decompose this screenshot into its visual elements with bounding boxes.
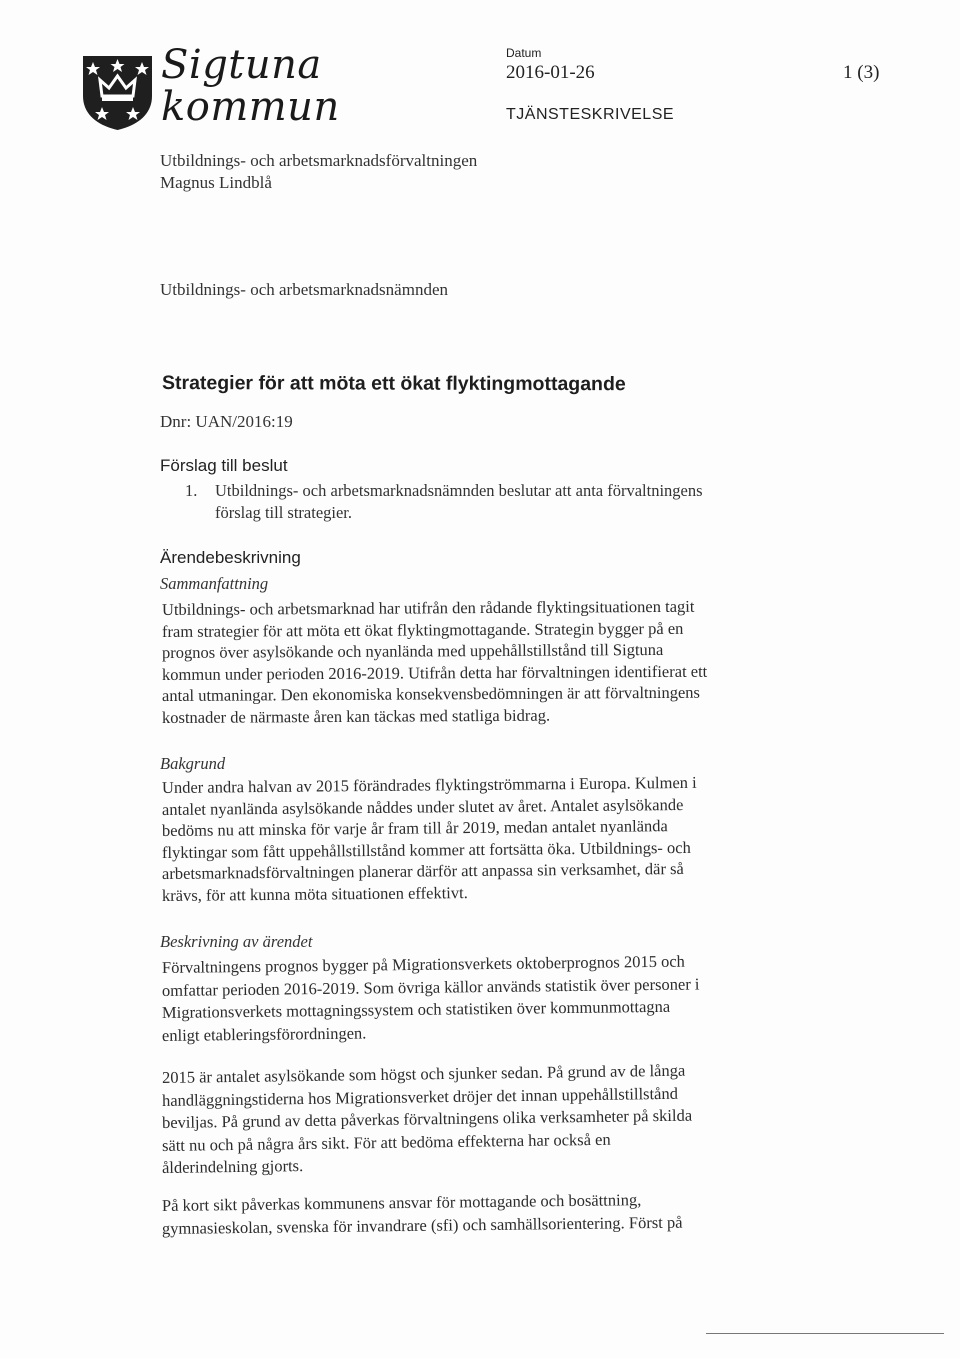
document-title: Strategier för att möta ett ökat flyktingmottagande bbox=[161, 372, 626, 396]
date-value: 2016-01-26 bbox=[506, 62, 595, 83]
paragraph-line: På kort sikt påverkas kommunens ansvar för mottagande och bosättning, bbox=[161, 1190, 642, 1215]
paragraph-line: omfattar perioden 2016-2019. Som övriga källor används statistik över personer i bbox=[161, 973, 700, 1000]
document-type: TJÄNSTESKRIVELSE bbox=[506, 106, 675, 123]
wordmark-line-1: Sigtuna bbox=[161, 42, 322, 88]
decision-text bbox=[215, 480, 805, 524]
footer-rule bbox=[706, 1333, 944, 1334]
paragraph-line: gymnasieskolan, svenska för invandrare (sfi) och samhällsorientering. Först på bbox=[161, 1212, 683, 1238]
paragraph-line: fram strategier för att möta ett ökat flyktingmottagande. Strategin bygger på en bbox=[161, 618, 684, 641]
decision-item bbox=[185, 480, 805, 524]
paragraph-line: krävs, för att kunna möta situationen effektivt. bbox=[161, 882, 468, 905]
wordmark-line-2: kommun bbox=[161, 84, 340, 130]
paragraph-line: 2015 är antalet asylsökande som högst och sjunker sedan. På grund av de långa bbox=[161, 1060, 686, 1087]
decision-text-line: Utbildnings- och arbetsmarknadsnämnden beslutar att anta förvaltningens bbox=[215, 481, 703, 500]
sender-department: Utbildnings- och arbetsmarknadsförvaltningen bbox=[160, 151, 478, 170]
sender-name: Magnus Lindblå bbox=[160, 173, 272, 192]
paragraph-line: beviljas. På grund av detta påverkas förvaltningens olika verksamheter på skilda bbox=[161, 1105, 693, 1132]
decision-number: 1. bbox=[185, 481, 198, 500]
page-number: 1 (3) bbox=[843, 62, 880, 83]
municipality-wordmark bbox=[161, 44, 340, 128]
paragraph-line: ålderindelning gjorts. bbox=[161, 1156, 304, 1177]
paragraph-line: antalet nyanlända asylsökande nåddes under slutet av året. Antalet asylsökande bbox=[161, 794, 684, 819]
paragraph-line: Under andra halvan av 2015 förändrades flyktingströmmarna i Europa. Kulmen i bbox=[161, 772, 697, 797]
summary-heading: Sammanfattning bbox=[160, 574, 269, 593]
background-paragraph bbox=[161, 772, 802, 907]
paragraph-line: kostnader de närmaste åren kan täckas med statliga bidrag. bbox=[161, 705, 551, 727]
paragraph-line: handläggningstiderna hos Migrationsverket dröjer det innan uppehållstillstånd bbox=[161, 1083, 679, 1110]
paragraph-line: antal utmaningar. Den ekonomiska konsekvensbedömningen är att förvaltningens bbox=[161, 682, 700, 705]
details-paragraph bbox=[161, 1060, 802, 1181]
date-label: Datum bbox=[506, 46, 542, 60]
details-paragraph bbox=[161, 1190, 802, 1242]
sigtuna-crest-logo bbox=[80, 52, 155, 132]
paragraph-line: kommun under perioden 2016-2019. Utifrån detta har förvaltningen identifierat ett bbox=[161, 661, 708, 684]
reference-number: Dnr: UAN/2016:19 bbox=[160, 412, 293, 431]
case-description-heading: Ärendebeskrivning bbox=[160, 548, 301, 567]
background-heading: Bakgrund bbox=[160, 754, 226, 773]
sender-block bbox=[160, 150, 477, 194]
paragraph-line: bedöms nu att minska för varje år fram till år 2019, medan antalet nyanlända bbox=[161, 816, 668, 840]
paragraph-line: flyktingar som fått uppehållstillstånd kommer att fortsätta öka. Utbildnings- och bbox=[161, 837, 691, 862]
recipient: Utbildnings- och arbetsmarknadsnämnden bbox=[160, 280, 448, 299]
details-paragraph bbox=[161, 951, 802, 1048]
decision-list bbox=[185, 480, 805, 524]
paragraph-line: arbetsmarknadsförvaltningen planerar därför att anpassa sin verksamhet, där så bbox=[161, 858, 684, 883]
paragraph-line: Migrationsverkets mottagningssystem och statistiken över kommunmottagna bbox=[161, 996, 671, 1022]
paragraph-line: Utbildnings- och arbetsmarknad har utifrån den rådande flyktingsituationen tagit bbox=[161, 596, 695, 619]
summary-paragraph bbox=[161, 596, 802, 729]
paragraph-line: enligt etableringsförordningen. bbox=[161, 1023, 367, 1045]
decision-text-line: förslag till strategier. bbox=[215, 503, 353, 522]
proposal-heading: Förslag till beslut bbox=[160, 456, 288, 475]
paragraph-line: sätt nu och på några års sikt. För att bedöma effekterna har också en bbox=[161, 1129, 611, 1155]
paragraph-line: prognos över asylsökande och nyanlända med uppehållstillstånd till Sigtuna bbox=[161, 639, 664, 662]
details-heading: Beskrivning av ärendet bbox=[160, 932, 313, 951]
paragraph-line: Förvaltningens prognos bygger på Migrationsverkets oktoberprognos 2015 och bbox=[161, 951, 685, 977]
